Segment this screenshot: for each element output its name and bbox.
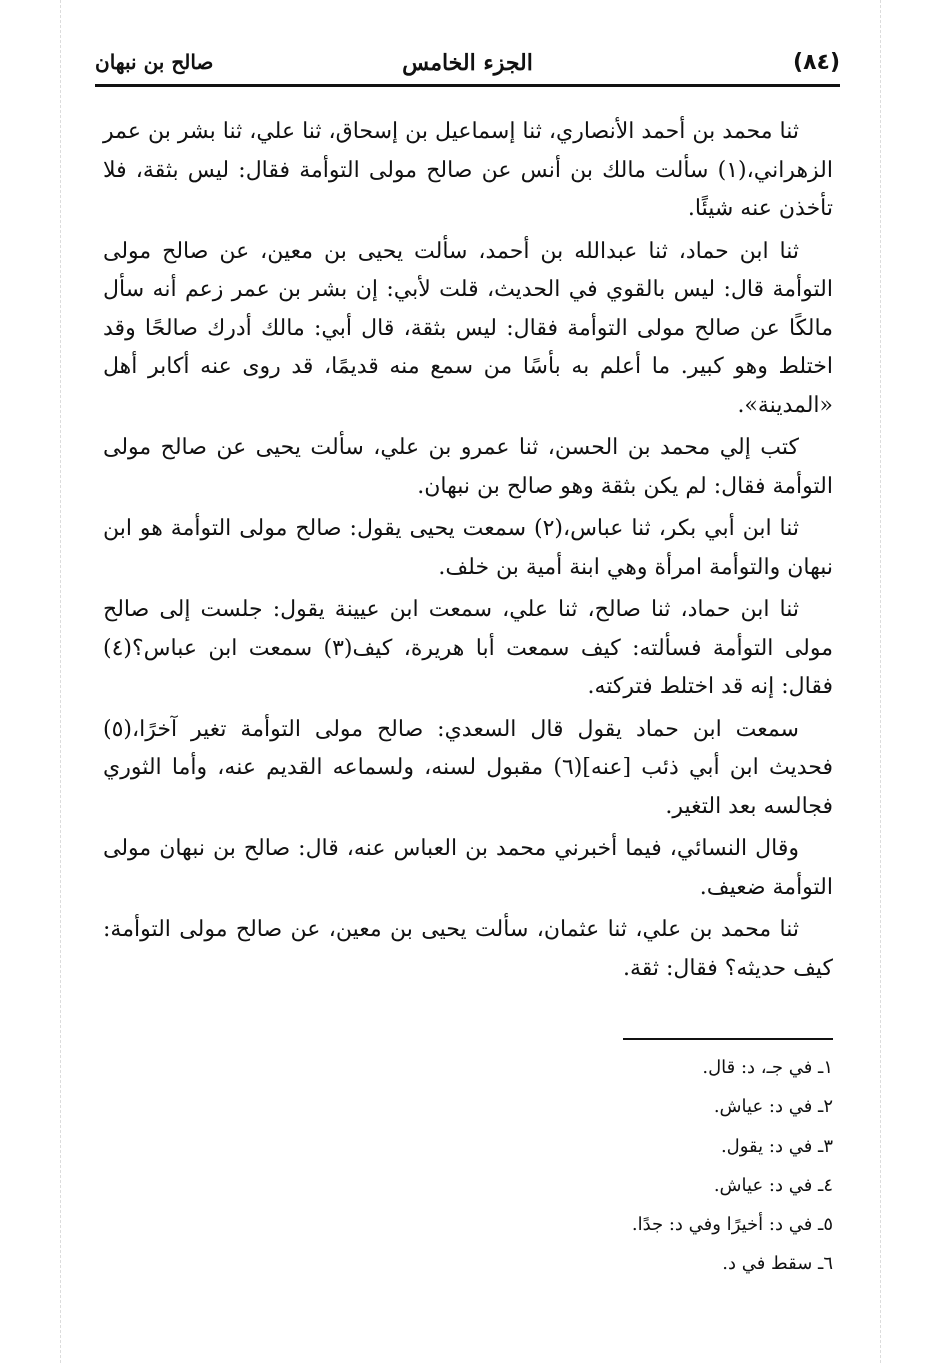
scan-margin-marks (60, 0, 61, 1363)
part-title: الجزء الخامس (402, 50, 533, 76)
main-text (103, 113, 833, 992)
footnote-number: ١ـ (818, 1057, 833, 1078)
footnote-text: سقط في د. (722, 1253, 813, 1275)
footnote (520, 1087, 833, 1126)
running-header (95, 44, 840, 87)
footnote (520, 1166, 833, 1205)
paragraph: وقال النسائي، فيما أخبرني محمد بن العباس عنه، قال: صالح بن نبهان مولى التوأمة ضعيف. (103, 836, 833, 900)
footnote (520, 1205, 833, 1244)
footnote-text: في د: عياش. (713, 1174, 813, 1196)
paragraph: ثنا ابن أبي بكر، ثنا عباس،(٢) سمعت يحيى يقول: صالح مولى التوأمة هو ابن نبهان والتوأمة امرأة وهي ابنة أمية بن خلف. (103, 516, 833, 580)
footnote-separator (623, 1038, 833, 1040)
footnote-number: ٢ـ (818, 1096, 833, 1118)
footnote-text: في د: عياش. (713, 1096, 813, 1118)
paragraph: ثنا ابن حماد، ثنا عبدالله بن أحمد، سألت يحيى بن معين، عن صالح مولى التوأمة قال: ليس بالقوي في الحديث، قلت لأبي: إن بشر بن عمر زعم أنه سأل مالكًا عن صالح مولى التوأمة فقال: ليس بثقة، قال أبي: مالك أدرك صالحًا وقد اختلط وهو كبير. ما أعلم به بأسًا من سمع منه قديمًا، قد روى عنه أكابر أهل «المدينة». (103, 238, 833, 418)
footnote-text: في جـ، د: قال. (702, 1057, 813, 1078)
footnote (520, 1048, 833, 1087)
paragraph: ثنا ابن حماد، ثنا صالح، ثنا علي، سمعت ابن عيينة يقول: جلست إلى صالح مولى التوأمة فسألته: كيف سمعت أبا هريرة، كيف(٣) سمعت ابن عباس؟(٤) فقال: إنه قد اختلط فتركته. (103, 597, 833, 699)
footnotes (520, 1048, 833, 1284)
footnote-number: ٦ـ (818, 1253, 833, 1275)
paragraph: كتب إلي محمد بن الحسن، ثنا عمرو بن علي، سألت يحيى عن صالح مولى التوأمة فقال: لم يكن بثقة وهو صالح بن نبهان. (103, 435, 833, 499)
footnote-text: في د: أخيرًا وفي د: جدًا. (631, 1214, 813, 1236)
footnote (520, 1127, 833, 1166)
paragraph: ثنا محمد بن علي، ثنا عثمان، سألت يحيى بن معين، عن صالح مولى التوأمة: كيف حديثه؟ فقال: ثقة. (103, 917, 833, 981)
page-number: (٨٤) (793, 50, 840, 75)
footnote-text: في د: يقول. (720, 1135, 813, 1157)
footnote-number: ٣ـ (818, 1135, 833, 1157)
footnote-number: ٤ـ (818, 1174, 833, 1196)
paragraph: ثنا محمد بن أحمد الأنصاري، ثنا إسماعيل بن إسحاق، ثنا علي، ثنا بشر بن عمر الزهراني،(١) سألت مالك بن أنس عن صالح مولى التوأمة فقال: ليس بثقة، فلا تأخذن عنه شيئًا. (103, 119, 833, 221)
scan-margin-marks (880, 0, 881, 1363)
footnote-number: ٥ـ (818, 1214, 833, 1236)
footnote (520, 1244, 833, 1283)
entry-name: صالح بن نبهان (95, 50, 214, 74)
paragraph: سمعت ابن حماد يقول قال السعدي: صالح مولى التوأمة تغير آخرًا،(٥) فحديث ابن أبي ذئب [عنه](٦) مقبول لسنه، ولسماعه القديم عنه، وأما الثوري فجالسه بعد التغير. (103, 716, 833, 819)
